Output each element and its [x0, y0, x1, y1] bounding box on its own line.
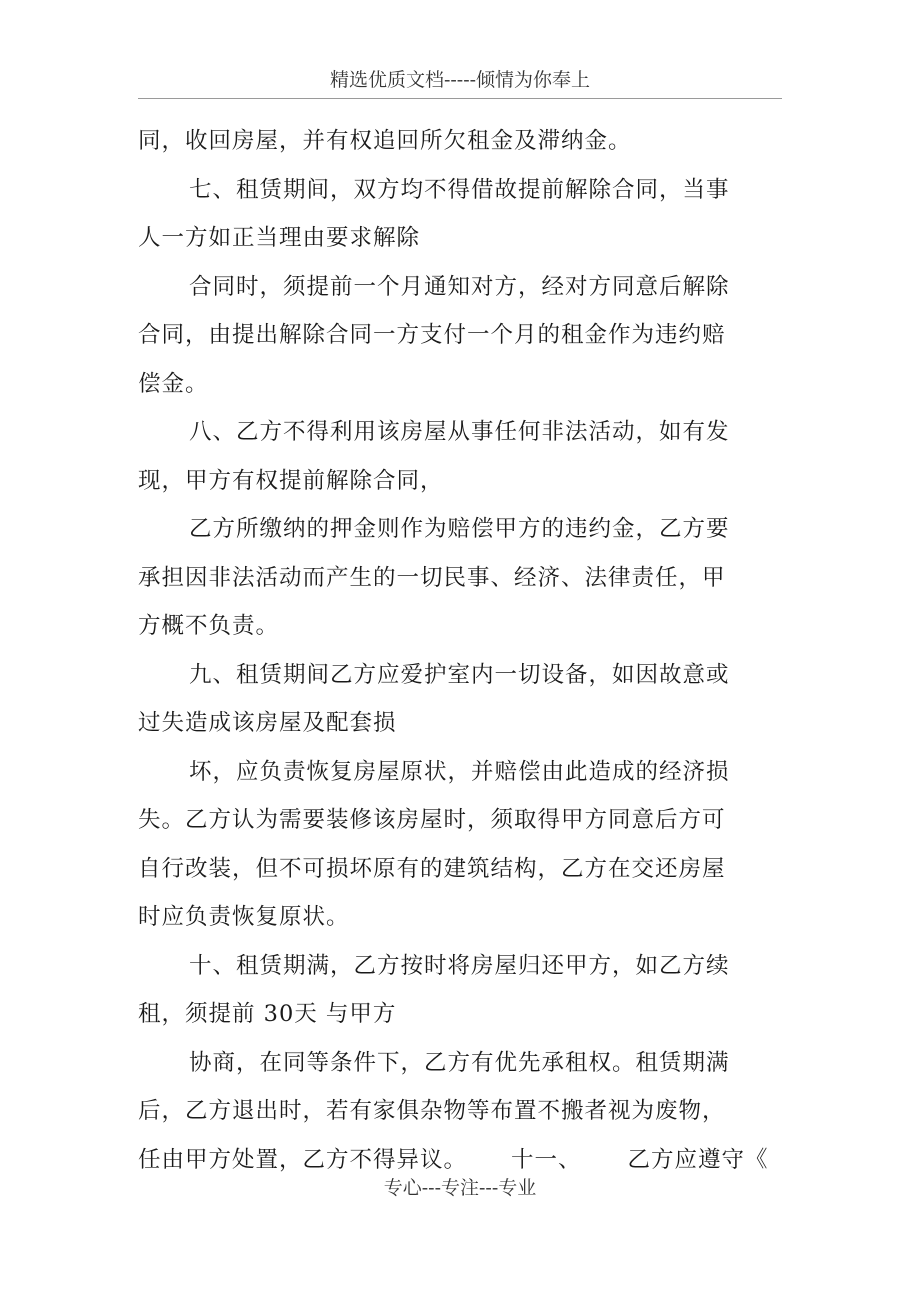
text-line: 七、租赁期间，双方均不得借故提前解除合同，当事 — [189, 176, 730, 203]
text-line: 十、租赁期满，乙方按时将房屋归还甲方，如乙方续 — [189, 952, 730, 979]
text-line: 方概不负责。 — [138, 613, 280, 639]
last-line-part-1: 任由甲方处置，乙方不得异议。 — [138, 1146, 468, 1173]
text-line: 坏，应负责恢复房屋原状，并赔偿由此造成的经济损 — [189, 758, 730, 785]
page-header: 精选优质文档-----倾情为你奉上 — [138, 66, 782, 99]
page-footer: 专心---专注---专业 — [383, 1177, 537, 1199]
text-line: 失。乙方认为需要装修该房屋时，须取得甲方同意后方可 — [138, 807, 726, 833]
text-line: 租，须提前 30天 与甲方 — [138, 1001, 397, 1027]
text-line: 九、租赁期间乙方应爱护室内一切设备，如因故意或 — [189, 661, 730, 688]
text-line: 合同时，须提前一个月通知对方，经对方同意后解除 — [189, 273, 730, 300]
text-line: 八、乙方不得利用该房屋从事任何非法活动，如有发 — [189, 419, 730, 445]
text-line: 偿金。 — [138, 370, 209, 397]
text-line: 后，乙方退出时，若有家俱杂物等布置不搬者视为废物， — [138, 1098, 726, 1124]
text-line: 人一方如正当理由要求解除 — [138, 225, 421, 251]
text-line: 乙方所缴纳的押金则作为赔偿甲方的违约金，乙方要 — [189, 516, 730, 542]
text-line: 承担因非法活动而产生的一切民事、经济、法律责任，甲 — [138, 564, 726, 591]
contract-body — [138, 117, 778, 1184]
text-line: 协商，在同等条件下，乙方有优先承租权。租赁期满 — [189, 1049, 730, 1076]
text-line: 同，收回房屋，并有权追回所欠租金及滞纳金。 — [138, 128, 632, 154]
text-line: 时应负责恢复原状。 — [138, 904, 350, 930]
last-line-part-2: 十一、 — [511, 1146, 582, 1173]
text-line: 合同，由提出解除合同一方支付一个月的租金作为违约赔 — [138, 322, 726, 348]
text-line: 自行改装，但不可损坏原有的建筑结构，乙方在交还房屋 — [138, 855, 726, 882]
text-line: 现，甲方有权提前解除合同， — [138, 467, 444, 494]
last-line-part-3: 乙方应遵守《 — [627, 1146, 769, 1173]
text-line: 过失造成该房屋及配套损 — [138, 710, 397, 736]
